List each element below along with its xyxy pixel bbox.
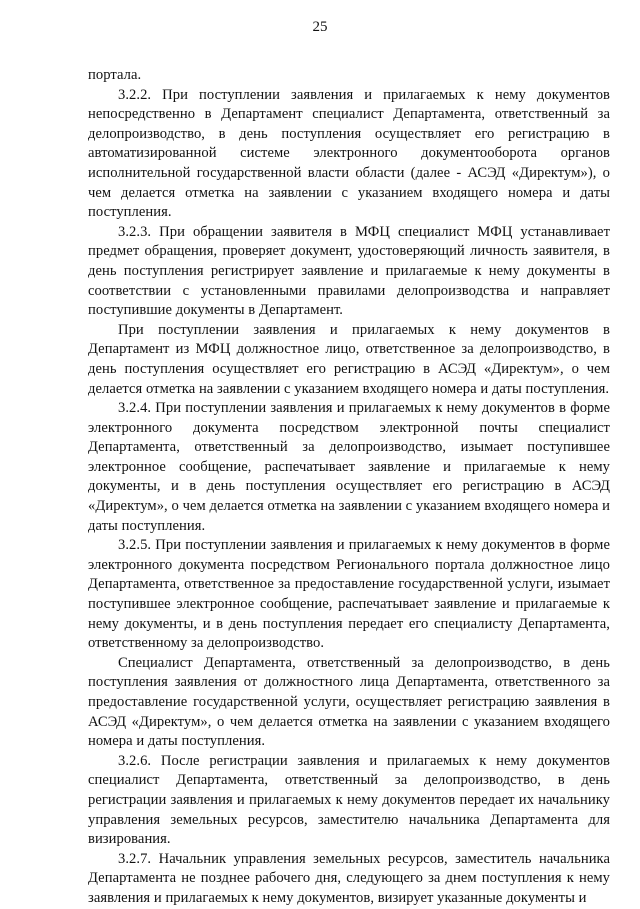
- paragraph-3-2-4: 3.2.4. При поступлении заявления и прилагаемых к нему документов в форме электронного документа посредством электронной почты специалист Департамента, ответственный за делопроизводство, изымает поступившее электронное сообщение, распечатывает заявление и прилагаемые к нему документы, и в день поступления осуществляет его регистрацию в АСЭД «Директум», о чем делается отметка на заявлении с указанием входящего номера и даты поступления.: [88, 400, 610, 534]
- paragraph-3-2-6: 3.2.6. После регистрации заявления и прилагаемых к нему документов специалист Департамента, ответственный за делопроизводство, в день регистрации заявления и прилагаемых к нему документов передает их начальнику управления земельных ресурсов, заместителю начальника Департамента для визирования.: [88, 752, 610, 848]
- paragraph-3-2-7: 3.2.7. Начальник управления земельных ресурсов, заместитель начальника Департамента не позднее рабочего дня, следующего за днем поступления к нему заявления и прилагаемых к нему документов, визирует указанные документы и: [88, 850, 610, 906]
- page-number: 25: [312, 19, 328, 35]
- paragraph-3-2-5: 3.2.5. При поступлении заявления и прилагаемых к нему документов в форме электронного документа посредством Регионального портала должностное лицо Департамента, ответственное за предоставление государственной услуги, изымает поступившее электронное сообщение, распечатывает заявление и прилагаемые к нему документы, и в день поступления передает его специалисту Департамента, ответственному за делопроизводство.: [88, 537, 610, 652]
- paragraph-3-2-3: 3.2.3. При обращении заявителя в МФЦ специалист МФЦ устанавливает предмет обращения, проверяет документ, удостоверяющий личность заявителя, в день поступления регистрирует заявление и прилагаемые к нему документы в соответствии с установленными правилами делопроизводства и направляет поступившие документы в Департамент.: [88, 223, 610, 319]
- paragraph-mfc-registration: При поступлении заявления и прилагаемых к нему документов в Департамент из МФЦ должностное лицо, ответственное за делопроизводство, в день поступления осуществляет его регистрацию в АСЭД «Директум», о чем делается отметка на заявлении с указанием входящего номера и даты поступления.: [88, 321, 610, 397]
- paragraph-3-2-2: 3.2.2. При поступлении заявления и прилагаемых к нему документов непосредственно в Департамент специалист Департамента, ответственный за делопроизводство, в день поступления осуществляет его регистрацию в автоматизированной системе электронного документооборота органов исполнительной государственной власти области (далее - АСЭД «Директум»), о чем делается отметка на заявлении с указанием входящего номера и даты поступления.: [88, 86, 610, 221]
- paragraph-specialist-registration: Специалист Департамента, ответственный за делопроизводство, в день поступления заявления от должностного лица Департамента, ответственного за предоставление государственной услуги, осуществляет регистрацию заявления в АСЭД «Директум», о чем делается отметка на заявлении с указанием входящего номера и даты поступления.: [88, 654, 610, 750]
- paragraph-continuation: портала.: [88, 67, 142, 83]
- document-body: [88, 66, 610, 909]
